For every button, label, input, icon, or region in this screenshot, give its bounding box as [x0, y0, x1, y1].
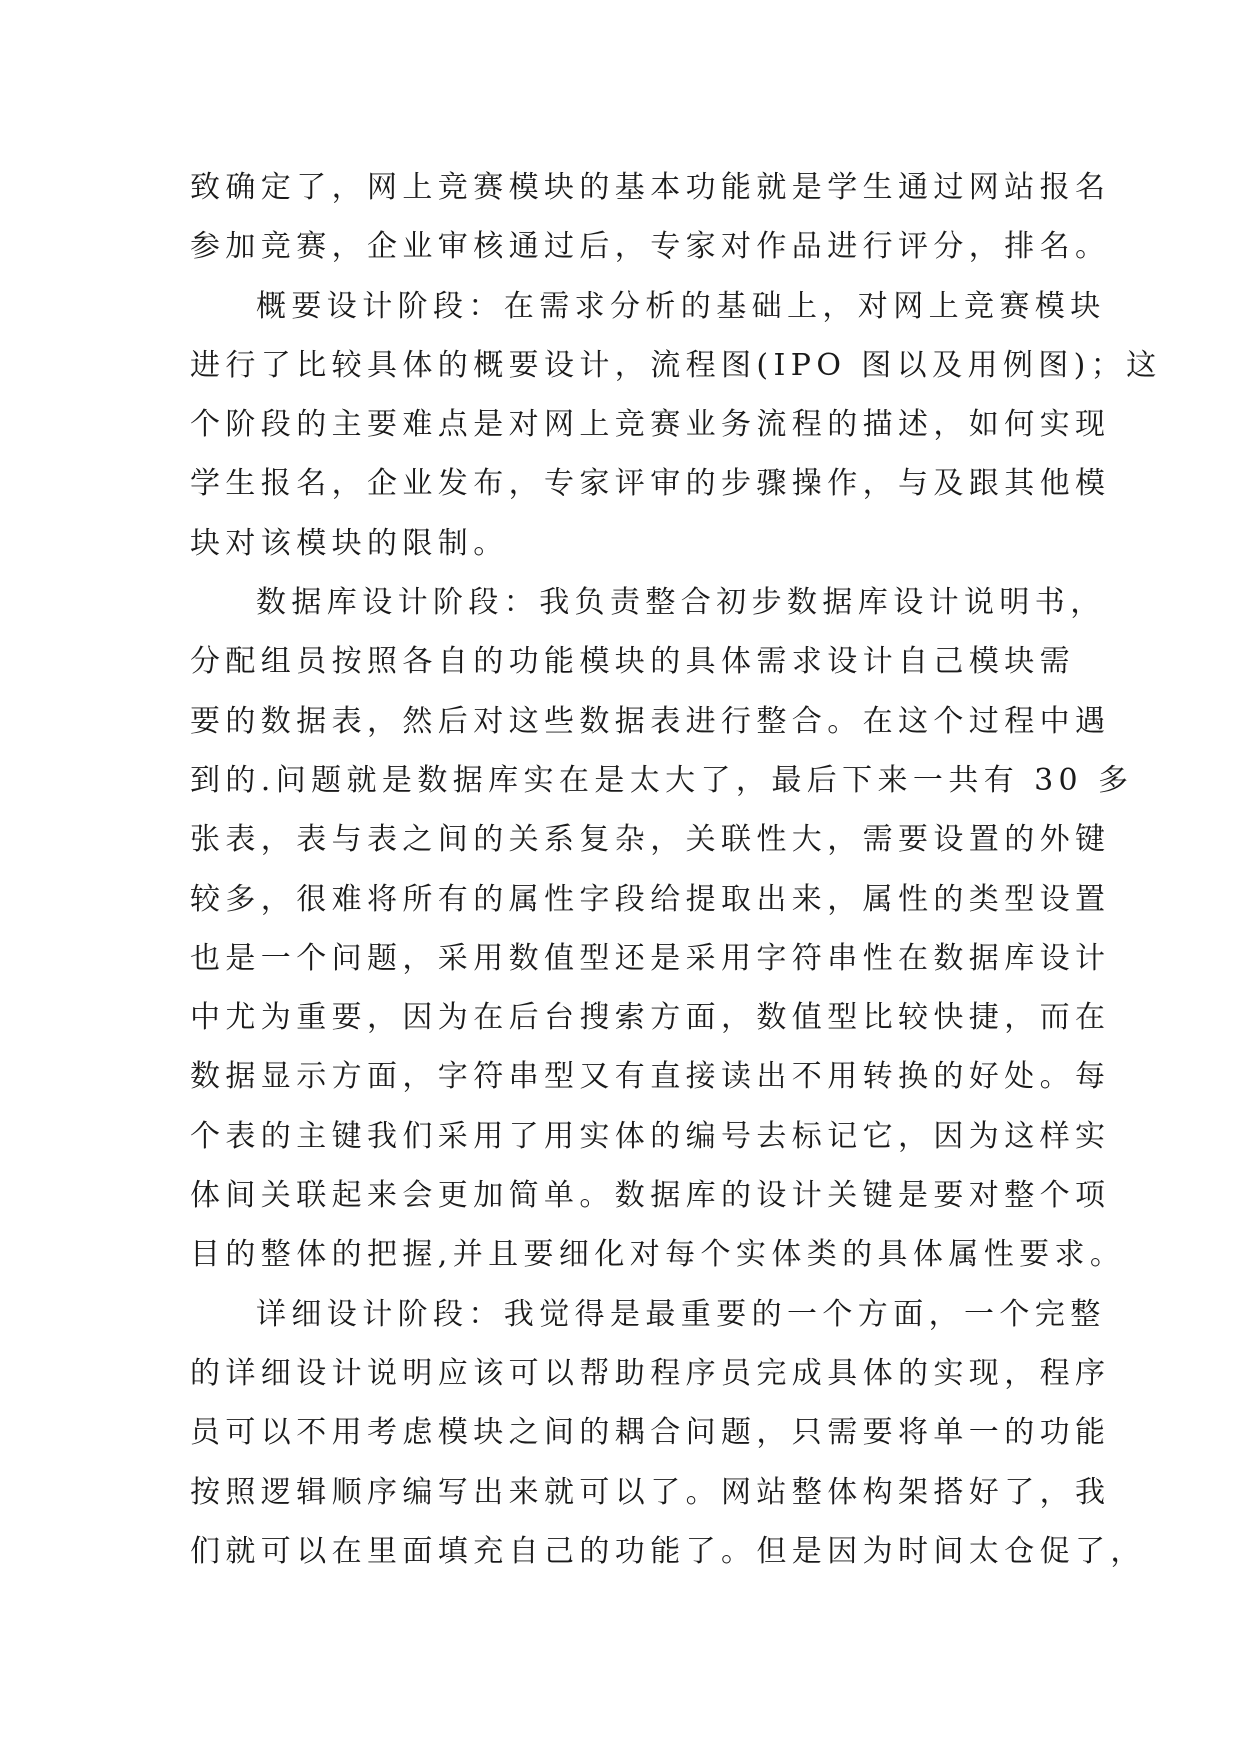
text-line: 要的数据表，然后对这些数据表进行整合。在这个过程中遇	[190, 703, 1111, 739]
text-line: 较多，很难将所有的属性字段给提取出来，属性的类型设置	[190, 881, 1111, 917]
text-line: 员可以不用考虑模块之间的耦合问题，只需要将单一的功能	[190, 1415, 1111, 1451]
paragraph-first-line: 数据库设计阶段：我负责整合初步数据库设计说明书，	[256, 585, 1106, 621]
text-line: 进行了比较具体的概要设计，流程图(IPO 图以及用例图)；这	[190, 347, 1162, 383]
text-line: 张表，表与表之间的关系复杂，关联性大，需要设置的外键	[190, 822, 1111, 858]
text-line: 们就可以在里面填充自己的功能了。但是因为时间太仓促了，	[190, 1533, 1146, 1569]
text-line: 个表的主键我们采用了用实体的编号去标记它，因为这样实	[190, 1118, 1111, 1154]
text-line: 按照逻辑顺序编写出来就可以了。网站整体构架搭好了，我	[190, 1474, 1111, 1510]
text-line: 体间关联起来会更加简单。数据库的设计关键是要对整个项	[190, 1178, 1111, 1214]
text-line: 数据显示方面，字符串型又有直接读出不用转换的好处。每	[190, 1059, 1111, 1095]
text-line: 致确定了，网上竞赛模块的基本功能就是学生通过网站报名	[190, 170, 1111, 205]
text-line: 也是一个问题，采用数值型还是采用字符串性在数据库设计	[190, 940, 1111, 976]
text-line: 块对该模块的限制。	[190, 525, 509, 561]
text-line: 参加竞赛，企业审核通过后，专家对作品进行评分，排名。	[190, 229, 1111, 265]
text-line: 的详细设计说明应该可以帮助程序员完成具体的实现，程序	[190, 1355, 1111, 1391]
text-line: 分配组员按照各自的功能模块的具体需求设计自己模块需	[190, 644, 1075, 680]
text-line: 到的.问题就是数据库实在是太大了，最后下来一共有 30 多	[190, 762, 1134, 798]
document-body	[190, 158, 1162, 1581]
paragraph-first-line: 概要设计阶段：在需求分析的基础上，对网上竞赛模块	[256, 288, 1106, 324]
text-line: 个阶段的主要难点是对网上竞赛业务流程的描述，如何实现	[190, 407, 1111, 443]
text-line: 中尤为重要，因为在后台搜索方面，数值型比较快捷，而在	[190, 1000, 1111, 1036]
paragraph-first-line: 详细设计阶段：我觉得是最重要的一个方面，一个完整	[256, 1296, 1106, 1332]
text-line: 学生报名，企业发布，专家评审的步骤操作，与及跟其他模	[190, 466, 1111, 502]
text-line: 目的整体的把握,并且要细化对每个实体类的具体属性要求。	[190, 1237, 1126, 1273]
